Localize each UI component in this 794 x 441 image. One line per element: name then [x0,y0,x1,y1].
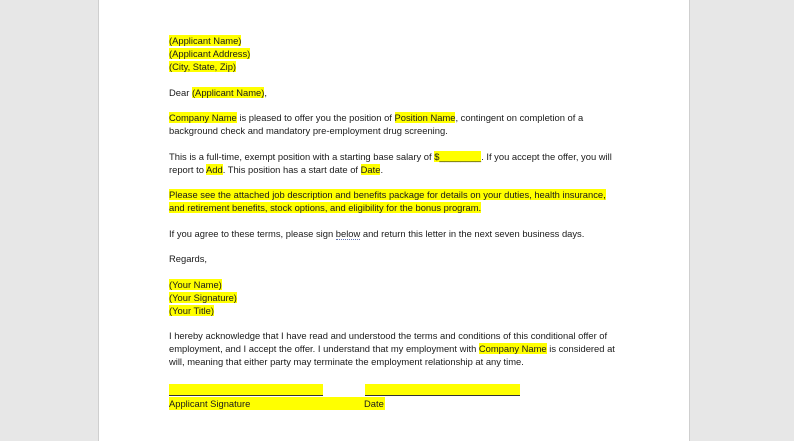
closing: Regards, [169,253,208,264]
salary-field: $________ [434,150,482,162]
document-page [98,0,690,441]
below-word: below [335,227,361,239]
salutation-name: (Applicant Name) [191,86,265,98]
salutation: Dear (Applicant Name), [169,86,267,98]
address-line-name: (Applicant Name) [169,35,242,46]
start-date-field: Date [360,163,381,175]
sign-instructions-paragraph: If you agree to these terms, please sign below and return this letter in the next seven business days. [169,227,585,239]
report-to-field: Add [206,163,223,175]
applicant-signature-line[interactable] [169,384,323,396]
signer-name: (Your Name) [169,278,222,290]
signature-block [169,384,619,410]
signer-signature: (Your Signature) [169,291,237,303]
signer-title: (Your Title) [169,304,214,316]
salary-paragraph: This is a full-time, exempt position with a starting base salary of $________. If you accept the offer, you will report to Add. This position has a start date of Date. [169,150,612,175]
company-name-field: Company Name [169,112,237,123]
offer-paragraph: Company Name is pleased to offer you the position of Position Name, contingent on completion of a background check and mandatory pre-employment drug screening. [169,112,584,136]
position-name-field: Position Name [394,112,456,123]
date-label: Date [364,398,384,409]
date-line[interactable] [365,384,520,396]
acknowledgement-paragraph: I hereby acknowledge that I have read and understood the terms and conditions of this conditional offer of employment, and I accept the offer. I understand that my employment with Company Name is considered at will, meaning that either party may terminate the employment relationship at any time. [169,330,615,367]
letter-body[interactable] [169,34,619,410]
address-line-city: (City, State, Zip) [169,61,237,72]
applicant-signature-label: Applicant Signature [169,397,365,410]
address-line-address: (Applicant Address) [169,48,251,59]
benefits-paragraph: Please see the attached job description and benefits package for details on your duties, health insurance, and retirement benefits, stock options, and eligibility for the bonus program. [169,189,606,213]
ack-company-name-field: Company Name [478,343,547,354]
